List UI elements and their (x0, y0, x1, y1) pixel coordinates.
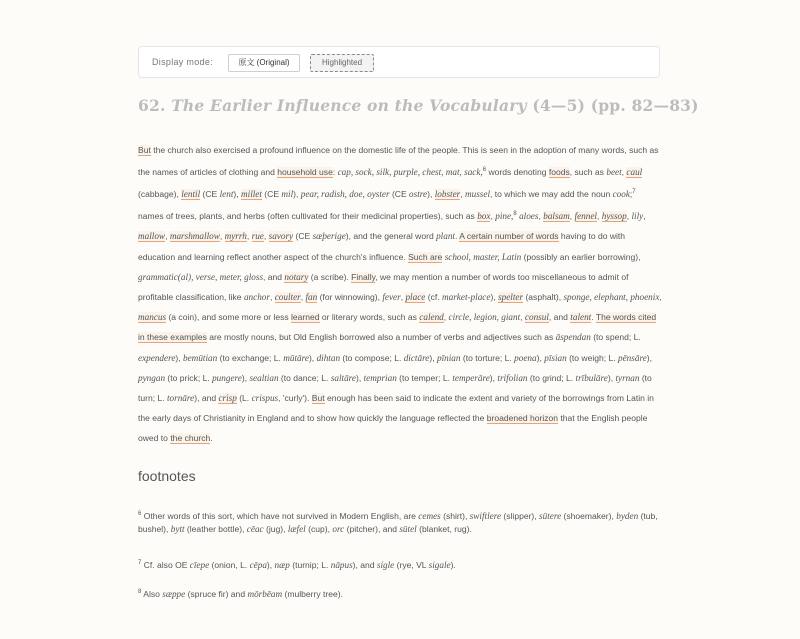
text-run: sūtere (539, 510, 562, 521)
highlighted-term: marshmallow (169, 231, 220, 242)
highlight-mode-button[interactable]: Highlighted (310, 54, 374, 72)
text-run: (spruce fir) and (185, 588, 248, 599)
text-run: mōrbēam (247, 588, 283, 599)
text-run: sponge, elephant, phoenix (563, 291, 660, 302)
highlight-mark (477, 211, 490, 222)
highlighted-term: mancus (138, 312, 167, 323)
text-run: orc (332, 523, 345, 534)
text-run: enough has been said to indicate the extent and variety of the borrowings from Latin in the early days of Christianity in England and to show how quickly the language reflected the (138, 392, 654, 424)
text-run: (L. (236, 392, 252, 403)
text-run: pīnian (437, 352, 461, 363)
text-run: , (300, 291, 306, 302)
highlighted-term: But (311, 392, 325, 403)
text-run: that the English people owed to (138, 413, 648, 444)
highlight-mark (275, 292, 301, 303)
text-run: . (454, 231, 460, 242)
text-run: (tub, bushel), (138, 510, 658, 534)
highlight-mark (284, 272, 308, 283)
text-run: ), (233, 189, 241, 200)
highlight-mark (170, 433, 213, 444)
text-run: : (332, 167, 338, 178)
highlight-mark (498, 292, 523, 303)
text-run: pear, radish, doe, oyster (300, 189, 390, 200)
text-run: (to dance; L. (278, 372, 331, 383)
highlight-mark (306, 292, 318, 303)
text-run: (cabbage), (138, 189, 182, 200)
text-run: names of trees, plants, and herbs (often cultivated for their medicinal properties), such as (138, 211, 478, 222)
highlighted-term: the church (170, 433, 211, 444)
text-run: Also (141, 588, 163, 599)
text-run: , (480, 167, 483, 178)
text-run: (turnip; L. (289, 559, 331, 570)
highlighted-term: rue (251, 231, 264, 242)
text-run: words denoting (486, 167, 549, 178)
text-run: temprian (363, 372, 397, 383)
highlighted-term: hyssop (601, 211, 627, 222)
text-run: , (263, 231, 269, 242)
highlighted-term: calend (419, 312, 444, 323)
text-run: , and (548, 312, 571, 323)
text-run: (to torture; L. (460, 352, 515, 363)
highlight-mark (138, 312, 166, 323)
highlighted-term: lobster (434, 189, 461, 200)
text-run: , and (263, 271, 285, 282)
text-run: , (443, 312, 449, 323)
highlighted-term: spelter (498, 291, 524, 302)
text-run: Cf. also OE (141, 559, 190, 570)
text-run: ), (266, 559, 275, 570)
highlighted-term: The words cited in these examples (138, 312, 657, 343)
text-run: (pitcher), and (344, 523, 400, 534)
text-run: mil (281, 189, 294, 200)
footnote-ref: 7 (632, 189, 636, 196)
text-run: sæppe (162, 588, 186, 599)
highlight-mark (218, 393, 236, 404)
highlighted-term: Such are (408, 251, 443, 262)
text-run: (to weigh; L. (566, 352, 619, 363)
text-run: are mostly nouns, but Old English borrowed also a number of verbs and adjectives such as (206, 332, 556, 343)
highlight-mark (291, 312, 320, 323)
text-run: , (246, 231, 252, 242)
text-run: crispus (251, 392, 279, 403)
text-run: (a coin), and some more or less (166, 312, 292, 323)
text-run: poena (514, 352, 537, 363)
text-run: trifolian (497, 372, 528, 383)
text-run: mūtāre (283, 352, 309, 363)
text-run: , 'curly'). (278, 392, 312, 403)
text-run: lily (631, 211, 644, 222)
text-run: bemūtian (183, 352, 218, 363)
text-run: āspendan (555, 332, 591, 343)
text-run: , such as (569, 167, 607, 178)
text-run: (to exchange; L. (217, 352, 284, 363)
text-run: , (460, 189, 465, 200)
text-run: (blanket, rug). (416, 523, 472, 534)
footnote-ref: 8 (138, 589, 142, 595)
text-run: Other words of this sort, which have not survived in Modern English, are (141, 510, 419, 521)
highlight-mark (138, 231, 165, 242)
text-run: plant (436, 231, 455, 242)
highlight-mark (312, 393, 325, 404)
text-run: (asphalt), (523, 291, 564, 302)
text-run: sealtian (249, 372, 279, 383)
highlighted-term: millet (241, 189, 262, 200)
highlight-mark (181, 189, 200, 200)
highlighted-term: broadened horizon (486, 413, 559, 424)
text-run: (mulberry tree). (282, 588, 343, 599)
text-run: , (621, 167, 627, 178)
text-run: , (626, 211, 632, 222)
text-run: ), and (352, 559, 377, 570)
highlight-mark (405, 292, 425, 303)
text-run: tyrnan (615, 372, 640, 383)
highlighted-term: coulter (274, 291, 301, 302)
text-run: lent (219, 189, 234, 200)
section-title (138, 96, 698, 115)
text-run: ), (490, 291, 499, 302)
text-run: . (210, 433, 213, 444)
highlight-mark (241, 189, 262, 200)
text-run: anchor (243, 291, 270, 302)
text-run: (CE (200, 189, 220, 200)
text-run: bytt (170, 523, 185, 534)
text-run: , (659, 291, 662, 302)
highlighted-term: fan (305, 291, 318, 302)
text-run: pyngan (138, 372, 166, 383)
highlight-mark (252, 231, 264, 242)
text-run: læfel (287, 523, 306, 534)
text-run: temperāre (452, 372, 490, 383)
text-run: pungere (212, 372, 242, 383)
section-number: 62. (138, 96, 166, 115)
text-run: , (538, 211, 544, 222)
footnote-ref: 6 (482, 167, 487, 174)
footnote-6 (138, 508, 662, 536)
text-run: nāpus (330, 559, 353, 570)
text-run: pēnsāre (618, 352, 647, 363)
text-run: trībulāre (575, 372, 608, 383)
section-page-range: (4—5) (pp. 82—83) (532, 96, 699, 115)
text-run: , (643, 211, 646, 222)
text-run: ), and (194, 392, 219, 403)
text-run: (cup), (305, 523, 333, 534)
text-run: ), (646, 352, 652, 363)
highlight-mark (170, 231, 220, 242)
text-run: tornāre (166, 392, 195, 403)
highlight-mark (351, 272, 375, 283)
highlight-mark (626, 167, 642, 178)
text-run: pine (495, 211, 512, 222)
text-run: (leather bottle), (184, 523, 247, 534)
footnote-8 (138, 586, 662, 601)
text-run: (to temper; L. (396, 372, 453, 383)
highlighted-term: fennel (574, 211, 597, 222)
highlighted-term: savory (268, 231, 294, 242)
text-run: sigale (428, 559, 451, 570)
highlighted-term: mallow (138, 231, 166, 242)
text-run: (to grind; L. (527, 372, 576, 383)
text-run: ), and the general word (345, 231, 437, 242)
highlighted-term: crisp (218, 392, 237, 403)
text-run: dictāre (403, 352, 430, 363)
text-run: or literary words, such as (319, 312, 420, 323)
text-run: mussel (464, 189, 490, 200)
text-run: (onion, L. (209, 559, 250, 570)
highlighted-term: balsam (543, 211, 570, 222)
text-run: saltāre (330, 372, 356, 383)
text-run: (for winnowing), (317, 291, 383, 302)
highlighted-term: talent (570, 312, 592, 323)
text-run: , (269, 291, 275, 302)
text-run: (a scribe). (308, 271, 352, 282)
original-mode-button[interactable]: 原文 (Original) (228, 54, 300, 72)
highlight-mark (487, 413, 558, 424)
highlighted-term: Finally (351, 271, 376, 282)
text-run: (CE (261, 189, 282, 200)
highlighted-term: foods (548, 167, 570, 178)
highlight-mark (575, 211, 597, 222)
highlighted-term: box (477, 211, 491, 222)
highlighted-term: household use (277, 167, 333, 178)
highlight-mark (225, 231, 247, 242)
text-run: (CE (293, 231, 313, 242)
highlighted-term: A certain number of words (459, 231, 559, 242)
display-mode-label: Display mode: (152, 57, 213, 67)
text-run: byden (616, 510, 639, 521)
text-run: aloes (519, 211, 539, 222)
text-run: beet (606, 167, 622, 178)
highlight-mark (525, 312, 549, 323)
text-run: sæþerige (312, 231, 346, 242)
text-run: grammatic(al), verse, meter, gloss (138, 271, 264, 282)
text-run: school, master, Latin (444, 251, 522, 262)
footnote-7 (138, 557, 662, 572)
text-run: cook (612, 189, 630, 200)
text-run: (to spend; L. (590, 332, 641, 343)
highlighted-term: lentil (181, 189, 201, 200)
text-run: expendere (138, 352, 176, 363)
text-run: , (219, 231, 225, 242)
text-run: (cf. (425, 291, 442, 302)
text-run: (rye, VL (394, 559, 429, 570)
text-run: ), (293, 189, 301, 200)
text-run: having to do with education and learning reflect another aspect of the church's influence. (138, 231, 626, 262)
text-run: , (596, 211, 602, 222)
text-run: cap, sock, silk, purple, chest, mat, sack (337, 167, 481, 178)
highlighted-term: notary (284, 271, 309, 282)
text-run: ostre (409, 189, 428, 200)
text-run: ), (308, 352, 317, 363)
text-run: . (591, 312, 596, 323)
text-run: (shirt), (440, 510, 470, 521)
text-run: (shoemaker), (561, 510, 617, 521)
text-run: , (520, 312, 525, 323)
highlight-mark (543, 211, 570, 222)
highlighted-term: myrrh (224, 231, 247, 242)
text-run: ), (489, 372, 498, 383)
text-run: (possibly an earlier borrowing), (521, 251, 641, 262)
text-run: (CE (389, 189, 410, 200)
text-run: swiftlere (469, 510, 502, 521)
display-mode-toolbar (138, 46, 660, 78)
text-run: , (569, 211, 575, 222)
text-run: ). (450, 559, 456, 570)
footnote-ref: 6 (138, 511, 142, 517)
text-run: ), (175, 352, 184, 363)
body-paragraph (138, 140, 662, 449)
text-run: (to prick; L. (165, 372, 213, 383)
text-run: cemes (418, 510, 441, 521)
text-run: cēac (246, 523, 264, 534)
highlighted-term: place (405, 291, 426, 302)
text-run: ), (607, 372, 616, 383)
text-run: sigle (376, 559, 395, 570)
text-run: ; (629, 189, 633, 200)
highlight-mark (419, 312, 444, 323)
text-run: ), (427, 189, 435, 200)
text-run: fever (382, 291, 401, 302)
section-title-text: The Earlier Influence on the Vocabulary (171, 96, 527, 115)
text-run: circle, legion, giant (448, 312, 521, 323)
text-run: , (400, 291, 406, 302)
footnote-ref: 7 (138, 560, 142, 566)
highlight-mark (570, 312, 591, 323)
highlight-mark (408, 252, 442, 263)
text-run: cīepe (189, 559, 210, 570)
text-run: dihtan (316, 352, 341, 363)
highlighted-term: But (138, 145, 151, 155)
highlight-mark (549, 167, 570, 178)
text-run: ), (429, 352, 437, 363)
text-run: , to which we may add the noun (490, 189, 613, 200)
text-run: , (490, 211, 496, 222)
text-run: (to compose; L. (340, 352, 404, 363)
text-run: pīsian (544, 352, 567, 363)
highlight-mark (459, 231, 558, 242)
footnotes-heading: footnotes (138, 468, 196, 484)
text-run: the church also exercised a profound influence on the domestic life of the people. This is seen in the adoption of many words, such as the names of articles of clothing and (138, 145, 659, 178)
text-run: ), (536, 352, 545, 363)
text-run: market-place (441, 291, 491, 302)
highlight-mark (277, 167, 333, 178)
highlighted-term: consul (524, 312, 549, 323)
text-run: cēpa (249, 559, 267, 570)
text-run: (slipper), (501, 510, 540, 521)
footnote-ref: 8 (513, 211, 517, 218)
text-run: , we may mention a number of words too miscellaneous to admit of profitable classification, like (138, 271, 629, 302)
text-run: sūtel (399, 523, 417, 534)
highlight-mark (138, 145, 151, 156)
text-run: næp (274, 559, 290, 570)
text-run: ), (356, 372, 364, 383)
highlight-mark (435, 189, 461, 200)
text-run: (to turn; L. (138, 372, 652, 403)
text-run: (jug), (263, 523, 288, 534)
text-run: , (511, 211, 514, 222)
highlighted-term: caul (626, 167, 643, 178)
highlighted-term: learned (291, 312, 320, 323)
text-run: , (165, 231, 170, 242)
text-run: ), (241, 372, 250, 383)
highlight-mark (602, 211, 627, 222)
highlight-mark (269, 231, 294, 242)
